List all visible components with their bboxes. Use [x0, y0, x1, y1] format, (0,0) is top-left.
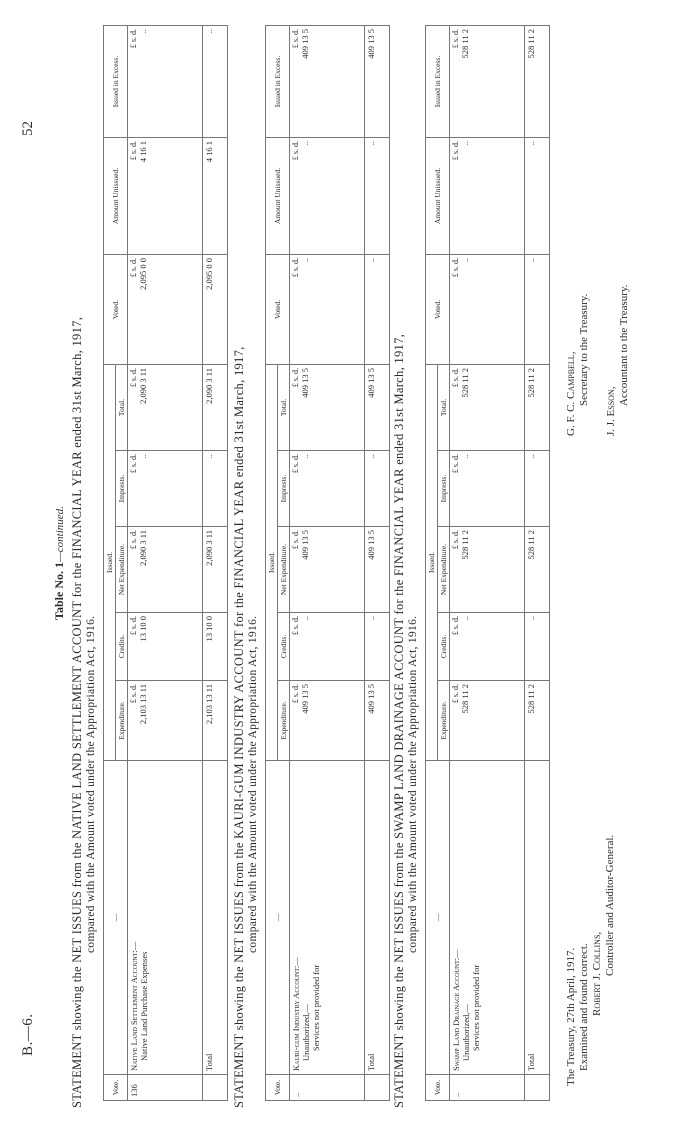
account-cell: [290, 761, 365, 1075]
credits-value: £ s. d. 13 10 0: [128, 613, 203, 681]
col-voted: Voted.: [104, 255, 128, 365]
col-total: Total.: [438, 365, 450, 451]
footer-date: The Treasury, 27th April, 1917.: [565, 947, 577, 1086]
currency-label: £ s. d.: [129, 258, 138, 278]
excess-value: £ s. d. ..: [128, 26, 203, 138]
col-blank: —: [426, 761, 450, 1075]
imprests-value: £ s. d. ..: [128, 451, 203, 527]
col-imprests: Imprests.: [278, 451, 290, 527]
net-expenditure-value: £ s. d. 409 13 5: [290, 527, 365, 613]
table-caption-continued: —continued.: [54, 506, 66, 563]
col-vote: Vote.: [266, 1075, 290, 1101]
total-imprests: ..: [203, 451, 228, 527]
total-total: 409 13 5: [365, 365, 390, 451]
col-vote: Vote.: [426, 1075, 450, 1101]
total-label: Total: [525, 761, 550, 1075]
col-voted: Voted.: [426, 255, 450, 365]
col-blank: —: [266, 761, 290, 1075]
statement-subline: compared with the Amount voted under the Appropriation Act, 1916.: [407, 615, 419, 953]
account-table-2: [265, 25, 390, 1101]
total-value: £ s. d. 528 11 2: [450, 365, 525, 451]
col-total: Total.: [278, 365, 290, 451]
account-sub-detail: Services not provided for: [471, 964, 481, 1051]
currency-label: £ s. d.: [291, 454, 300, 474]
col-imprests: Imprests.: [438, 451, 450, 527]
currency-label: £ s. d.: [451, 258, 460, 278]
col-amount-unissued: Amount Unissued.: [426, 138, 450, 255]
account-sub-detail: Services not provided for: [311, 964, 321, 1051]
footer-examined: Examined and found correct.: [578, 943, 590, 1071]
total-total: 528 11 2: [525, 365, 550, 451]
col-blank: —: [104, 761, 128, 1075]
currency-label: £ s. d.: [291, 530, 300, 550]
unissued-value: £ s. d. ..: [290, 138, 365, 255]
total-excess: ..: [203, 26, 228, 138]
vote-number: ..: [290, 1075, 365, 1101]
table-row: [290, 26, 365, 1101]
table-row: [450, 26, 525, 1101]
total-row: [203, 26, 228, 1101]
col-credits: Credits.: [116, 613, 128, 681]
accountant-title: Accountant to the Treasury.: [618, 284, 630, 406]
total-credits: ..: [365, 613, 390, 681]
expenditure-value: £ s. d. 409 13 5: [290, 681, 365, 761]
col-expenditure: Expenditure.: [116, 681, 128, 761]
unissued-value: £ s. d. 4 16 1: [128, 138, 203, 255]
currency-label: £ s. d.: [291, 684, 300, 704]
voted-value: £ s. d. ..: [290, 255, 365, 365]
total-expenditure: 528 11 2: [525, 681, 550, 761]
table-caption: [52, 0, 67, 1126]
statement-subline: compared with the Amount voted under the Appropriation Act, 1916.: [85, 615, 97, 953]
currency-label: £ s. d.: [451, 684, 460, 704]
voted-value: £ s. d. 2,095 0 0: [128, 255, 203, 365]
col-amount-unissued: Amount Unissued.: [266, 138, 290, 255]
col-voted: Voted.: [266, 255, 290, 365]
net-expenditure-value: £ s. d. 2,090 3 11: [128, 527, 203, 613]
total-voted: ..: [365, 255, 390, 365]
currency-label: £ s. d.: [129, 368, 138, 388]
auditor-name: Robert J. Collins,: [591, 931, 603, 1016]
page-number: 52: [20, 121, 36, 136]
account-name: Kauri-gum Industry Account:—: [291, 957, 301, 1071]
total-vote-cell: [525, 1075, 550, 1101]
credits-value: £ s. d. ..: [450, 613, 525, 681]
col-net-expenditure: Net Expenditure.: [438, 527, 450, 613]
total-net-expenditure: 528 11 2: [525, 527, 550, 613]
excess-value: £ s. d. 409 13 5: [290, 26, 365, 138]
account-name: Swamp Land Drainage Account:—: [451, 949, 461, 1071]
account-table-1: [103, 25, 228, 1101]
currency-label: £ s. d.: [129, 616, 138, 636]
currency-label: £ s. d.: [129, 530, 138, 550]
total-label: Total: [365, 761, 390, 1075]
total-voted: 2,095 0 0: [203, 255, 228, 365]
col-issued-in-excess: Issued in Excess.: [426, 26, 450, 138]
total-vote-cell: [203, 1075, 228, 1101]
total-value: £ s. d. 409 13 5: [290, 365, 365, 451]
secretary-name: G. F. C. Campbell,: [565, 351, 577, 436]
col-issued: Issued.: [426, 365, 438, 761]
expenditure-value: £ s. d. 528 11 2: [450, 681, 525, 761]
expenditure-value: £ s. d. 2,103 13 11: [128, 681, 203, 761]
currency-label: £ s. d.: [451, 368, 460, 388]
accountant-name: J. J. Esson,: [605, 386, 617, 436]
total-net-expenditure: 409 13 5: [365, 527, 390, 613]
table-row: [128, 26, 203, 1101]
credits-value: £ s. d. ..: [290, 613, 365, 681]
total-expenditure: 2,103 13 11: [203, 681, 228, 761]
statement-line: STATEMENT showing the NET ISSUES from the SWAMP LAND DRAINAGE ACCOUNT for the FINANCIAL YEAR ended 31st March, 1917,: [392, 333, 406, 1108]
col-issued-in-excess: Issued in Excess.: [266, 26, 290, 138]
auditor-title: Controller and Auditor-General.: [604, 834, 616, 976]
currency-label: £ s. d.: [291, 29, 300, 49]
total-excess: 409 13 5: [365, 26, 390, 138]
statement-line: STATEMENT showing the NET ISSUES from the NATIVE LAND SETTLEMENT ACCOUNT for the FINANCIAL YEAR ended 31st March, 1917,: [70, 316, 84, 1108]
statement-line: STATEMENT showing the NET ISSUES from the KAURI-GUM INDUSTRY ACCOUNT for the FINANCIAL YEAR ended 31st March, 1917,: [232, 346, 246, 1108]
col-credits: Credits.: [438, 613, 450, 681]
currency-label: £ s. d.: [451, 141, 460, 161]
account-cell: [128, 761, 203, 1075]
secretary-title: Secretary to the Treasury.: [578, 293, 590, 406]
currency-label: £ s. d.: [451, 454, 460, 474]
account-sub: Unauthorized,—: [461, 1004, 471, 1061]
col-credits: Credits.: [278, 613, 290, 681]
account-name: Native Land Settlement Account:—: [129, 941, 139, 1071]
col-amount-unissued: Amount Unissued.: [104, 138, 128, 255]
account-sub: Unauthorized,—: [301, 1004, 311, 1061]
imprests-value: £ s. d. ..: [450, 451, 525, 527]
vote-number: 136: [128, 1075, 203, 1101]
col-net-expenditure: Net Expenditure.: [116, 527, 128, 613]
total-credits: 13 10 0: [203, 613, 228, 681]
account-table-3: [425, 25, 550, 1101]
col-issued: Issued.: [104, 365, 116, 761]
total-unissued: ..: [365, 138, 390, 255]
total-row: [365, 26, 390, 1101]
currency-label: £ s. d.: [451, 530, 460, 550]
statement-subline: compared with the Amount voted under the Appropriation Act, 1916.: [247, 615, 259, 953]
col-expenditure: Expenditure.: [278, 681, 290, 761]
statement-heading-2: [232, 18, 260, 1108]
total-row: [525, 26, 550, 1101]
col-total: Total.: [116, 365, 128, 451]
statement-heading-3: [392, 18, 420, 1108]
total-total: 2,090 3 11: [203, 365, 228, 451]
total-voted: ..: [525, 255, 550, 365]
excess-value: £ s. d. 528 11 2: [450, 26, 525, 138]
currency-label: £ s. d.: [129, 454, 138, 474]
total-expenditure: 409 13 5: [365, 681, 390, 761]
currency-label: £ s. d.: [291, 141, 300, 161]
currency-label: £ s. d.: [451, 29, 460, 49]
page-ref: B.—6.: [20, 1013, 36, 1056]
currency-label: £ s. d.: [291, 258, 300, 278]
total-credits: ..: [525, 613, 550, 681]
unissued-value: £ s. d. ..: [450, 138, 525, 255]
col-issued-in-excess: Issued in Excess.: [104, 26, 128, 138]
col-issued: Issued.: [266, 365, 278, 761]
col-imprests: Imprests.: [116, 451, 128, 527]
total-excess: 528 11 2: [525, 26, 550, 138]
statement-heading-1: [70, 18, 98, 1108]
footer-left: [565, 835, 617, 1086]
total-unissued: 4 16 1: [203, 138, 228, 255]
currency-label: £ s. d.: [129, 29, 138, 49]
total-unissued: ..: [525, 138, 550, 255]
currency-label: £ s. d.: [291, 368, 300, 388]
total-imprests: ..: [525, 451, 550, 527]
net-expenditure-value: £ s. d. 528 11 2: [450, 527, 525, 613]
total-imprests: ..: [365, 451, 390, 527]
account-sub: Native Land Purchase Expenses: [139, 951, 149, 1061]
footer-right: [565, 285, 631, 437]
total-label: Total: [203, 761, 228, 1075]
currency-label: £ s. d.: [291, 616, 300, 636]
col-expenditure: Expenditure.: [438, 681, 450, 761]
total-vote-cell: [365, 1075, 390, 1101]
voted-value: £ s. d. ..: [450, 255, 525, 365]
total-value: £ s. d. 2,090 3 11: [128, 365, 203, 451]
currency-label: £ s. d.: [451, 616, 460, 636]
account-cell: [450, 761, 525, 1075]
imprests-value: £ s. d. ..: [290, 451, 365, 527]
table-caption-bold: Table No. 1: [52, 562, 66, 620]
col-net-expenditure: Net Expenditure.: [278, 527, 290, 613]
vote-number: ..: [450, 1075, 525, 1101]
currency-label: £ s. d.: [129, 141, 138, 161]
col-vote: Vote.: [104, 1075, 128, 1101]
currency-label: £ s. d.: [129, 684, 138, 704]
total-net-expenditure: 2,090 3 11: [203, 527, 228, 613]
